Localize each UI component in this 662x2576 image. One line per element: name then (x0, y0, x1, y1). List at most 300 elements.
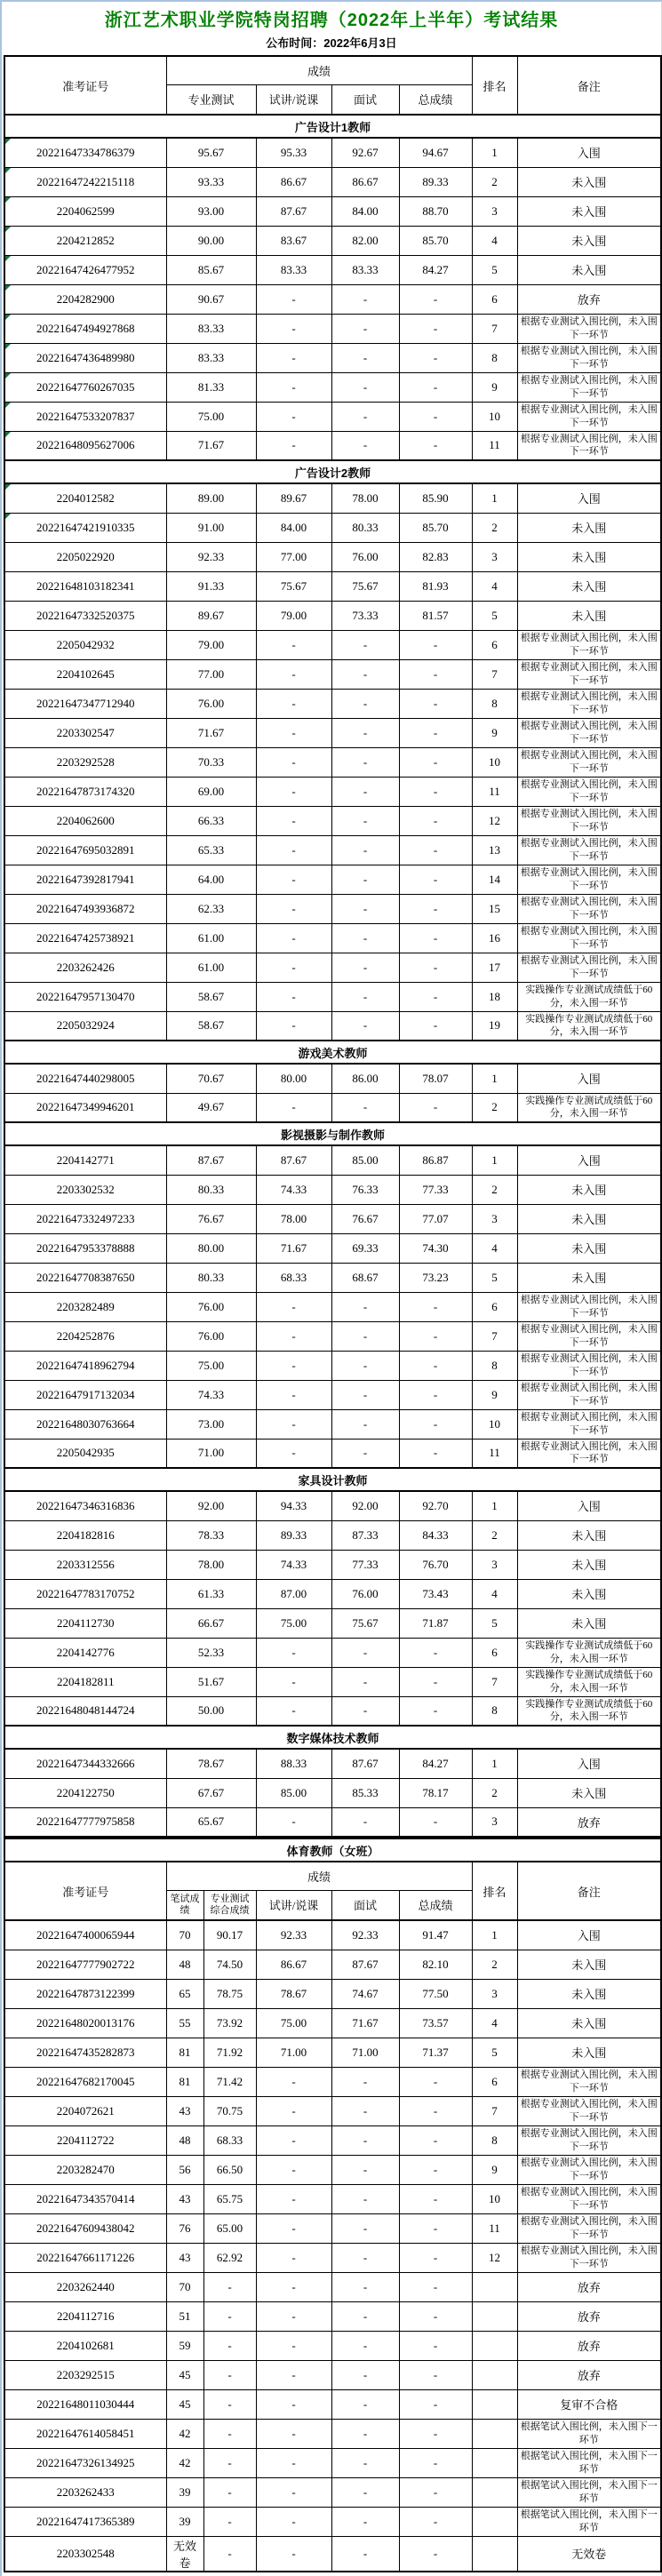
section-header: 广告设计1教师 (4, 115, 661, 138)
admission-id-cell: 20221647533207837 (4, 402, 166, 431)
admission-id-cell: 2204012582 (4, 483, 166, 513)
remark-cell: 未入围 (517, 2038, 661, 2067)
score-cell: - (399, 2477, 472, 2507)
rank-cell: 5 (472, 601, 517, 630)
score-cell: - (256, 2096, 331, 2125)
remark-cell: 放弃 (517, 284, 661, 314)
score-cell: - (331, 923, 399, 953)
table-row (4, 2419, 661, 2448)
score-cell: 39 (166, 2477, 203, 2507)
section-header: 体育教师（女班） (4, 1838, 661, 1862)
table-row (4, 747, 661, 777)
remark-cell: 根据专业测试入围比例，未入围下一环节 (517, 923, 661, 953)
remark-cell: 未入围 (517, 1950, 661, 1979)
score-cell: - (331, 1439, 399, 1468)
table-row (4, 226, 661, 255)
rank-cell: 6 (472, 284, 517, 314)
score-cell: - (256, 2536, 331, 2572)
remark-cell: 根据专业测试入围比例，未入围下一环节 (517, 835, 661, 865)
score-cell: - (331, 2507, 399, 2536)
score-cell: 88.70 (399, 196, 472, 226)
score-cell: 64.00 (166, 865, 256, 894)
score-cell: - (331, 1638, 399, 1667)
admission-id-cell: 2205032924 (4, 1011, 166, 1041)
column-header-score: 专业测试综合成绩 (203, 1890, 256, 1920)
table-row (4, 196, 661, 226)
score-cell: - (256, 284, 331, 314)
table-row (4, 513, 661, 542)
score-cell: 78.75 (203, 1979, 256, 2008)
score-cell: 74.50 (203, 1950, 256, 1979)
score-cell: - (256, 2331, 331, 2360)
score-cell: 42 (166, 2419, 203, 2448)
score-cell: - (399, 2272, 472, 2301)
admission-id-cell: 2203292515 (4, 2360, 166, 2389)
score-cell: 80.00 (166, 1233, 256, 1263)
score-cell: - (256, 2067, 331, 2096)
rank-cell: 8 (472, 343, 517, 372)
admission-id-cell: 20221647417365389 (4, 2507, 166, 2536)
score-cell: - (331, 1292, 399, 1321)
text-format-flag-icon (5, 256, 11, 261)
score-cell: - (331, 431, 399, 460)
table-row (4, 1351, 661, 1380)
admission-id-cell: 20221647346316836 (4, 1491, 166, 1520)
score-cell: 87.67 (331, 1749, 399, 1778)
table-row (4, 777, 661, 806)
admission-id-cell: 20221648011030444 (4, 2389, 166, 2419)
table-row (4, 982, 661, 1011)
remark-cell: 未入围 (517, 542, 661, 571)
table-row (4, 1807, 661, 1837)
score-cell: - (399, 284, 472, 314)
table-row (4, 138, 661, 167)
score-cell: - (331, 2448, 399, 2477)
rank-cell (472, 2448, 517, 2477)
score-cell: - (256, 718, 331, 747)
score-cell: - (256, 630, 331, 659)
score-cell: - (331, 982, 399, 1011)
text-format-flag-icon (5, 514, 11, 519)
remark-cell: 根据专业测试入围比例，未入围下一环节 (517, 630, 661, 659)
table-row (4, 689, 661, 718)
text-format-flag-icon (5, 139, 11, 144)
score-cell: - (256, 1409, 331, 1439)
score-cell: 77.07 (399, 1204, 472, 1233)
admission-id-cell: 20221647242215118 (4, 167, 166, 196)
score-cell: - (331, 2213, 399, 2243)
table-row (4, 1520, 661, 1550)
table-row (4, 1608, 661, 1638)
score-cell: - (331, 659, 399, 689)
table-row (4, 1979, 661, 2008)
score-cell: 86.00 (331, 1064, 399, 1093)
score-cell: - (256, 2360, 331, 2389)
score-cell: - (399, 630, 472, 659)
text-format-flag-icon (5, 168, 11, 173)
rank-cell: 1 (472, 1749, 517, 1778)
rank-cell: 8 (472, 689, 517, 718)
admission-id-cell: 20221647695032891 (4, 835, 166, 865)
score-cell: - (399, 2419, 472, 2448)
score-cell: 43 (166, 2184, 203, 2213)
score-cell: 76.00 (331, 542, 399, 571)
score-cell: 91.33 (166, 571, 256, 601)
score-cell: - (203, 2389, 256, 2419)
score-cell: - (203, 2536, 256, 2572)
admission-id-cell: 20221647957130470 (4, 982, 166, 1011)
score-cell: 78.67 (256, 1979, 331, 2008)
score-cell: 48 (166, 2125, 203, 2155)
title-block (2, 2, 661, 53)
rank-cell: 6 (472, 2067, 517, 2096)
score-cell: - (331, 865, 399, 894)
score-cell: 77.33 (399, 1175, 472, 1204)
score-cell: - (399, 2448, 472, 2477)
admission-id-cell: 20221647332520375 (4, 601, 166, 630)
admission-id-cell: 20221647440298005 (4, 1064, 166, 1093)
column-header-remark: 备注 (517, 1862, 661, 1920)
score-cell: - (331, 2272, 399, 2301)
remark-cell: 根据专业测试入围比例，未入围下一环节 (517, 1292, 661, 1321)
score-cell: - (331, 2389, 399, 2419)
score-cell: - (256, 1292, 331, 1321)
text-format-flag-icon (5, 373, 11, 379)
score-cell: 55 (166, 2008, 203, 2038)
score-cell: 79.00 (166, 630, 256, 659)
score-cell: - (331, 953, 399, 982)
rank-cell (472, 2301, 517, 2331)
admission-id-cell: 20221648103182341 (4, 571, 166, 601)
score-cell: - (399, 806, 472, 835)
table-row (4, 1439, 661, 1468)
admission-id-cell: 20221647609438042 (4, 2213, 166, 2243)
score-cell: 78.67 (166, 1749, 256, 1778)
rank-cell (472, 2419, 517, 2448)
score-cell: 84.27 (399, 1749, 472, 1778)
score-cell: 80.33 (166, 1175, 256, 1204)
score-cell: - (331, 2243, 399, 2272)
score-cell: 66.33 (166, 806, 256, 835)
score-cell: - (399, 1807, 472, 1837)
rank-cell: 3 (472, 1550, 517, 1579)
score-cell: 81 (166, 2067, 203, 2096)
admission-id-cell: 20221647873122399 (4, 1979, 166, 2008)
score-cell: - (331, 372, 399, 402)
score-cell: 78.00 (166, 1550, 256, 1579)
score-cell: - (399, 2536, 472, 2572)
score-cell: - (399, 835, 472, 865)
score-cell: 83.33 (166, 343, 256, 372)
admission-id-cell: 2204112722 (4, 2125, 166, 2155)
results-table-pe (4, 1838, 662, 2572)
admission-id-cell: 20221647777902722 (4, 1950, 166, 1979)
score-cell: 84.00 (256, 513, 331, 542)
text-format-flag-icon (5, 403, 11, 408)
score-cell: - (399, 372, 472, 402)
table-row (4, 1550, 661, 1579)
remark-cell: 未入围 (517, 513, 661, 542)
table-row (4, 865, 661, 894)
score-cell: - (399, 777, 472, 806)
remark-cell: 实践操作专业测试成绩低于60分，未入围一环节 (517, 1667, 661, 1696)
remark-cell: 根据笔试入围比例，未入围下一环节 (517, 2507, 661, 2536)
remark-cell: 根据专业测试入围比例，未入围下一环节 (517, 747, 661, 777)
admission-id-cell: 20221647334786379 (4, 138, 166, 167)
score-cell: 65.67 (166, 1807, 256, 1837)
remark-cell: 放弃 (517, 1807, 661, 1837)
score-cell: - (256, 689, 331, 718)
score-cell: 70.33 (166, 747, 256, 777)
remark-cell: 根据专业测试入围比例，未入围下一环节 (517, 2243, 661, 2272)
table-row (4, 1749, 661, 1778)
score-cell: - (399, 1380, 472, 1409)
section-header-row (4, 1041, 661, 1064)
score-cell: 73.00 (166, 1409, 256, 1439)
rank-cell: 10 (472, 1409, 517, 1439)
score-cell: 71.67 (166, 718, 256, 747)
score-cell: - (331, 1011, 399, 1041)
remark-cell: 入围 (517, 1064, 661, 1093)
score-cell: 90.67 (166, 284, 256, 314)
score-cell: 88.33 (256, 1749, 331, 1778)
score-cell: - (256, 2184, 331, 2213)
score-cell: - (256, 2389, 331, 2419)
rank-cell: 4 (472, 2008, 517, 2038)
rank-cell: 2 (472, 1520, 517, 1550)
score-cell: 73.33 (331, 601, 399, 630)
score-cell: - (399, 402, 472, 431)
score-cell: 73.23 (399, 1263, 472, 1292)
admission-id-cell: 2204182811 (4, 1667, 166, 1696)
admission-id-cell: 2203262433 (4, 2477, 166, 2507)
rank-cell: 16 (472, 923, 517, 953)
score-cell: 71.67 (331, 2008, 399, 2038)
remark-cell: 根据专业测试入围比例，未入围下一环节 (517, 2096, 661, 2125)
score-cell: 94.67 (399, 138, 472, 167)
rank-cell: 3 (472, 542, 517, 571)
score-cell: - (331, 1380, 399, 1409)
rank-cell: 19 (472, 1011, 517, 1041)
score-cell: 81.33 (166, 372, 256, 402)
score-cell: 78.00 (256, 1204, 331, 1233)
score-cell: - (331, 284, 399, 314)
admission-id-cell: 2203302547 (4, 718, 166, 747)
score-cell: 76.00 (166, 1292, 256, 1321)
score-cell: - (256, 659, 331, 689)
score-cell: 59 (166, 2331, 203, 2360)
score-cell: 85.67 (166, 255, 256, 284)
admission-id-cell: 2204072621 (4, 2096, 166, 2125)
remark-cell: 实践操作专业测试成绩低于60分，未入围一环节 (517, 1011, 661, 1041)
rank-cell: 9 (472, 2155, 517, 2184)
score-cell: 45 (166, 2360, 203, 2389)
admission-id-cell: 20221647760267035 (4, 372, 166, 402)
score-cell: 76.33 (331, 1175, 399, 1204)
rank-cell: 10 (472, 2184, 517, 2213)
remark-cell: 未入围 (517, 1233, 661, 1263)
rank-cell: 3 (472, 1979, 517, 2008)
remark-cell: 未入围 (517, 167, 661, 196)
rank-cell: 6 (472, 1638, 517, 1667)
score-cell: 86.67 (256, 167, 331, 196)
table-row (4, 1950, 661, 1979)
admission-id-cell: 2203262440 (4, 2272, 166, 2301)
section-header: 数字媒体技术教师 (4, 1726, 661, 1749)
score-cell: - (399, 1638, 472, 1667)
rank-cell: 5 (472, 2038, 517, 2067)
section-header: 游戏美术教师 (4, 1041, 661, 1064)
score-cell: - (256, 894, 331, 923)
score-cell: - (256, 1011, 331, 1041)
score-cell: - (399, 718, 472, 747)
section-header-row (4, 460, 661, 483)
score-cell: - (331, 894, 399, 923)
score-cell: 81 (166, 2038, 203, 2067)
score-cell: - (331, 2360, 399, 2389)
remark-cell: 根据专业测试入围比例，未入围下一环节 (517, 1380, 661, 1409)
rank-cell (472, 2331, 517, 2360)
table-row (4, 343, 661, 372)
column-header-score: 面试 (331, 1890, 399, 1920)
score-cell: - (399, 2331, 472, 2360)
table-row (4, 806, 661, 835)
score-cell: 50.00 (166, 1696, 256, 1726)
score-cell: 75.00 (256, 1608, 331, 1638)
rank-cell: 11 (472, 1439, 517, 1468)
admission-id-cell: 20221647332497233 (4, 1204, 166, 1233)
score-cell: 51 (166, 2301, 203, 2331)
remark-cell: 未入围 (517, 226, 661, 255)
table-row (4, 2213, 661, 2243)
score-cell: - (256, 1667, 331, 1696)
score-cell: 94.33 (256, 1491, 331, 1520)
score-cell: - (331, 1321, 399, 1351)
score-cell: 93.33 (166, 167, 256, 196)
rank-cell (472, 2360, 517, 2389)
score-cell: - (331, 2419, 399, 2448)
column-header-id: 准考证号 (4, 1862, 166, 1920)
score-cell: 68.33 (256, 1263, 331, 1292)
table-row (4, 1175, 661, 1204)
score-cell: - (399, 689, 472, 718)
remark-cell: 根据专业测试入围比例，未入围下一环节 (517, 1321, 661, 1351)
score-cell: - (256, 2301, 331, 2331)
text-format-flag-icon (5, 484, 11, 490)
score-cell: 70.75 (203, 2096, 256, 2125)
score-cell: 76.70 (399, 1550, 472, 1579)
admission-id-cell: 20221647326134925 (4, 2448, 166, 2477)
rank-cell: 2 (472, 1950, 517, 1979)
admission-id-cell: 20221647349946201 (4, 1093, 166, 1122)
score-cell: 73.43 (399, 1579, 472, 1608)
rank-cell: 1 (472, 1064, 517, 1093)
score-cell: 71.87 (399, 1608, 472, 1638)
score-cell: 69.33 (331, 1233, 399, 1263)
score-cell: 70 (166, 2272, 203, 2301)
score-cell: 48 (166, 1950, 203, 1979)
table-row (4, 601, 661, 630)
table-row (4, 431, 661, 460)
score-cell: - (399, 2067, 472, 2096)
score-cell: 84.27 (399, 255, 472, 284)
remark-cell: 根据笔试入围比例，未入围下一环节 (517, 2419, 661, 2448)
score-cell: 74.67 (331, 1979, 399, 2008)
text-format-flag-icon (5, 285, 11, 291)
table-row (4, 1233, 661, 1263)
admission-id-cell: 2204112716 (4, 2301, 166, 2331)
score-cell: 76.00 (166, 1321, 256, 1351)
score-cell: 89.67 (256, 483, 331, 513)
admission-id-cell: 2204102681 (4, 2331, 166, 2360)
remark-cell: 根据笔试入围比例，未入围下一环节 (517, 2448, 661, 2477)
score-cell: 66.50 (203, 2155, 256, 2184)
score-cell: 76 (166, 2213, 203, 2243)
score-cell: 83.67 (256, 226, 331, 255)
rank-cell: 8 (472, 2125, 517, 2155)
score-cell: 70.67 (166, 1064, 256, 1093)
table-row (4, 1011, 661, 1041)
remark-cell: 根据专业测试入围比例，未入围下一环节 (517, 343, 661, 372)
score-cell: 66.67 (166, 1608, 256, 1638)
score-cell: 61.00 (166, 953, 256, 982)
table-row (4, 2536, 661, 2572)
admission-id-cell: 20221647435282873 (4, 2038, 166, 2067)
column-header-rank: 排名 (472, 56, 517, 115)
table-row (4, 1292, 661, 1321)
admission-id-cell: 20221647344332666 (4, 1749, 166, 1778)
score-cell: 61.00 (166, 923, 256, 953)
admission-id-cell: 20221647494927868 (4, 314, 166, 343)
table-row (4, 542, 661, 571)
admission-id-cell: 20221647953378888 (4, 1233, 166, 1263)
score-cell: - (256, 402, 331, 431)
score-cell: - (399, 747, 472, 777)
score-cell: - (256, 2448, 331, 2477)
remark-cell: 未入围 (517, 196, 661, 226)
table-row (4, 314, 661, 343)
remark-cell: 未入围 (517, 1175, 661, 1204)
admission-id-cell: 20221647421910335 (4, 513, 166, 542)
score-cell: - (256, 2155, 331, 2184)
score-cell: 80.33 (331, 513, 399, 542)
score-cell: 71.00 (331, 2038, 399, 2067)
results-tables (2, 55, 661, 2572)
admission-id-cell: 2204062599 (4, 196, 166, 226)
score-cell: 62.92 (203, 2243, 256, 2272)
table-row (4, 284, 661, 314)
admission-id-cell: 20221647425738921 (4, 923, 166, 953)
score-cell: - (256, 2125, 331, 2155)
score-cell: - (331, 2067, 399, 2096)
score-cell: 39 (166, 2507, 203, 2536)
rank-cell (472, 2389, 517, 2419)
remark-cell: 根据专业测试入围比例，未入围下一环节 (517, 1439, 661, 1468)
score-cell: - (399, 2243, 472, 2272)
score-cell: 75.67 (331, 571, 399, 601)
table-row (4, 835, 661, 865)
score-cell: - (399, 923, 472, 953)
remark-cell: 实践操作专业测试成绩低于60分，未入围一环节 (517, 1093, 661, 1122)
column-header-rank: 排名 (472, 1862, 517, 1920)
score-cell: 75.00 (256, 2008, 331, 2038)
admission-id-cell: 20221648030763664 (4, 1409, 166, 1439)
score-cell: - (399, 2389, 472, 2419)
remark-cell: 入围 (517, 138, 661, 167)
rank-cell: 15 (472, 894, 517, 923)
score-cell: - (331, 1696, 399, 1726)
score-cell: 82.83 (399, 542, 472, 571)
